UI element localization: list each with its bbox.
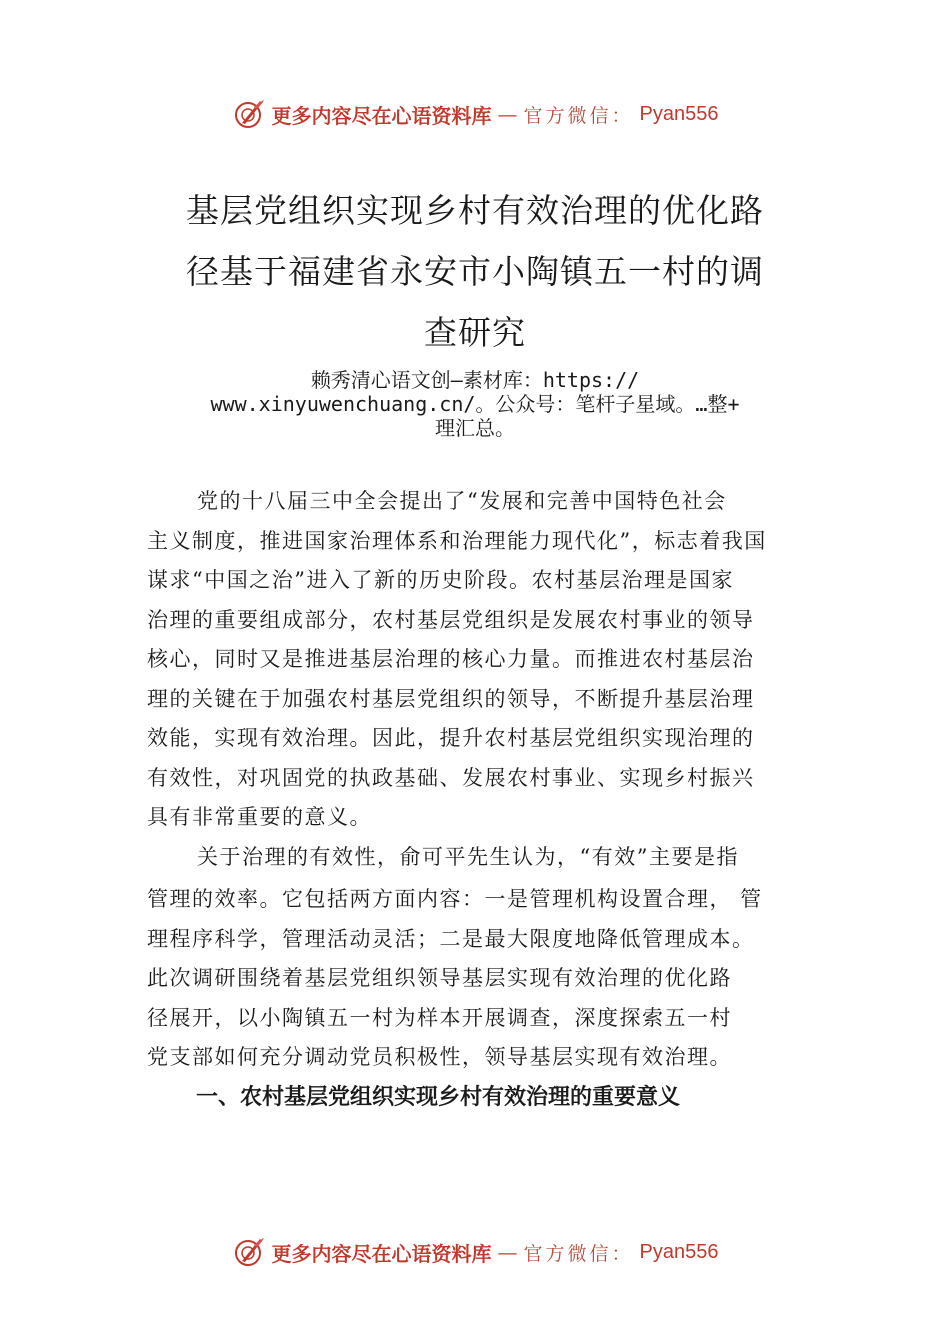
banner-dash: — bbox=[497, 102, 518, 126]
banner-wechat-label: 官方微信： bbox=[523, 104, 634, 127]
paragraph-1 bbox=[147, 482, 827, 838]
document-title bbox=[150, 180, 800, 363]
body-line: 党的十八届三中全会提出了“发展和完善中国特色社会 bbox=[197, 489, 727, 513]
body-line: 管理的效率。它包括两方面内容：一是管理机构设置合理， 管 bbox=[147, 887, 763, 911]
body-line: 党支部如何充分调动党员积极性，领导基层实现有效治理。 bbox=[147, 1045, 732, 1069]
body-line: 谋求“中国之治”进入了新的历史阶段。农村基层治理是国家 bbox=[147, 568, 734, 592]
banner-dash: — bbox=[497, 1240, 518, 1264]
quill-logo-icon bbox=[232, 1235, 266, 1269]
banner-main-text: 更多内容尽在心语资料库 bbox=[271, 1241, 492, 1266]
quill-logo-icon bbox=[232, 97, 266, 131]
body-text bbox=[147, 482, 827, 1078]
body-line: 理程序科学，管理活动灵活；二是最大限度地降低管理成本。 bbox=[147, 926, 755, 951]
body-line: 治理的重要组成部分，农村基层党组织是发展农村事业的领导 bbox=[147, 607, 755, 632]
body-line: 关于治理的有效性，俞可平先生认为，“有效”主要是指 bbox=[197, 844, 739, 869]
top-banner bbox=[0, 94, 950, 134]
title-line: 查研究 bbox=[424, 313, 526, 352]
section-heading: 一、农村基层党组织实现乡村有效治理的重要意义 bbox=[196, 1085, 681, 1110]
bottom-banner bbox=[0, 1232, 950, 1272]
author-line: 赖秀清心语文创—素材库：https:// bbox=[310, 368, 640, 392]
body-line: 具有非常重要的意义。 bbox=[147, 805, 372, 829]
banner-wechat-id: Pyan556 bbox=[639, 1240, 719, 1263]
title-line: 基层党组织实现乡村有效治理的优化路 bbox=[186, 191, 764, 230]
body-line: 径展开，以小陶镇五一村为样本开展调查，深度探索五一村 bbox=[147, 1005, 732, 1030]
author-line: www.xinyuwenchuang.cn/。公众号：笔杆子星域。…整+ bbox=[210, 392, 740, 416]
banner-main-text: 更多内容尽在心语资料库 bbox=[271, 103, 492, 128]
body-line: 理的关键在于加强农村基层党组织的领导，不断提升基层治理 bbox=[147, 686, 755, 711]
body-line: 此次调研围绕着基层党组织领导基层实现有效治理的优化路 bbox=[147, 966, 732, 990]
body-line: 主义制度，推进国家治理体系和治理能力现代化”，标志着我国 bbox=[147, 528, 767, 553]
banner-wechat-label: 官方微信： bbox=[523, 1242, 634, 1265]
body-line: 核心，同时又是推进基层治理的核心力量。而推进农村基层治 bbox=[147, 647, 755, 671]
body-line: 有效性，对巩固党的执政基础、发展农村事业、实现乡村振兴 bbox=[147, 765, 755, 790]
title-line: 径基于福建省永安市小陶镇五一村的调 bbox=[186, 252, 764, 291]
paragraph-2 bbox=[147, 838, 827, 1078]
body-line: 效能，实现有效治理。因此，提升农村基层党组织实现治理的 bbox=[147, 726, 755, 750]
author-line: 理汇总。 bbox=[435, 416, 515, 440]
banner-wechat-id: Pyan556 bbox=[639, 102, 719, 125]
author-source bbox=[130, 368, 820, 440]
